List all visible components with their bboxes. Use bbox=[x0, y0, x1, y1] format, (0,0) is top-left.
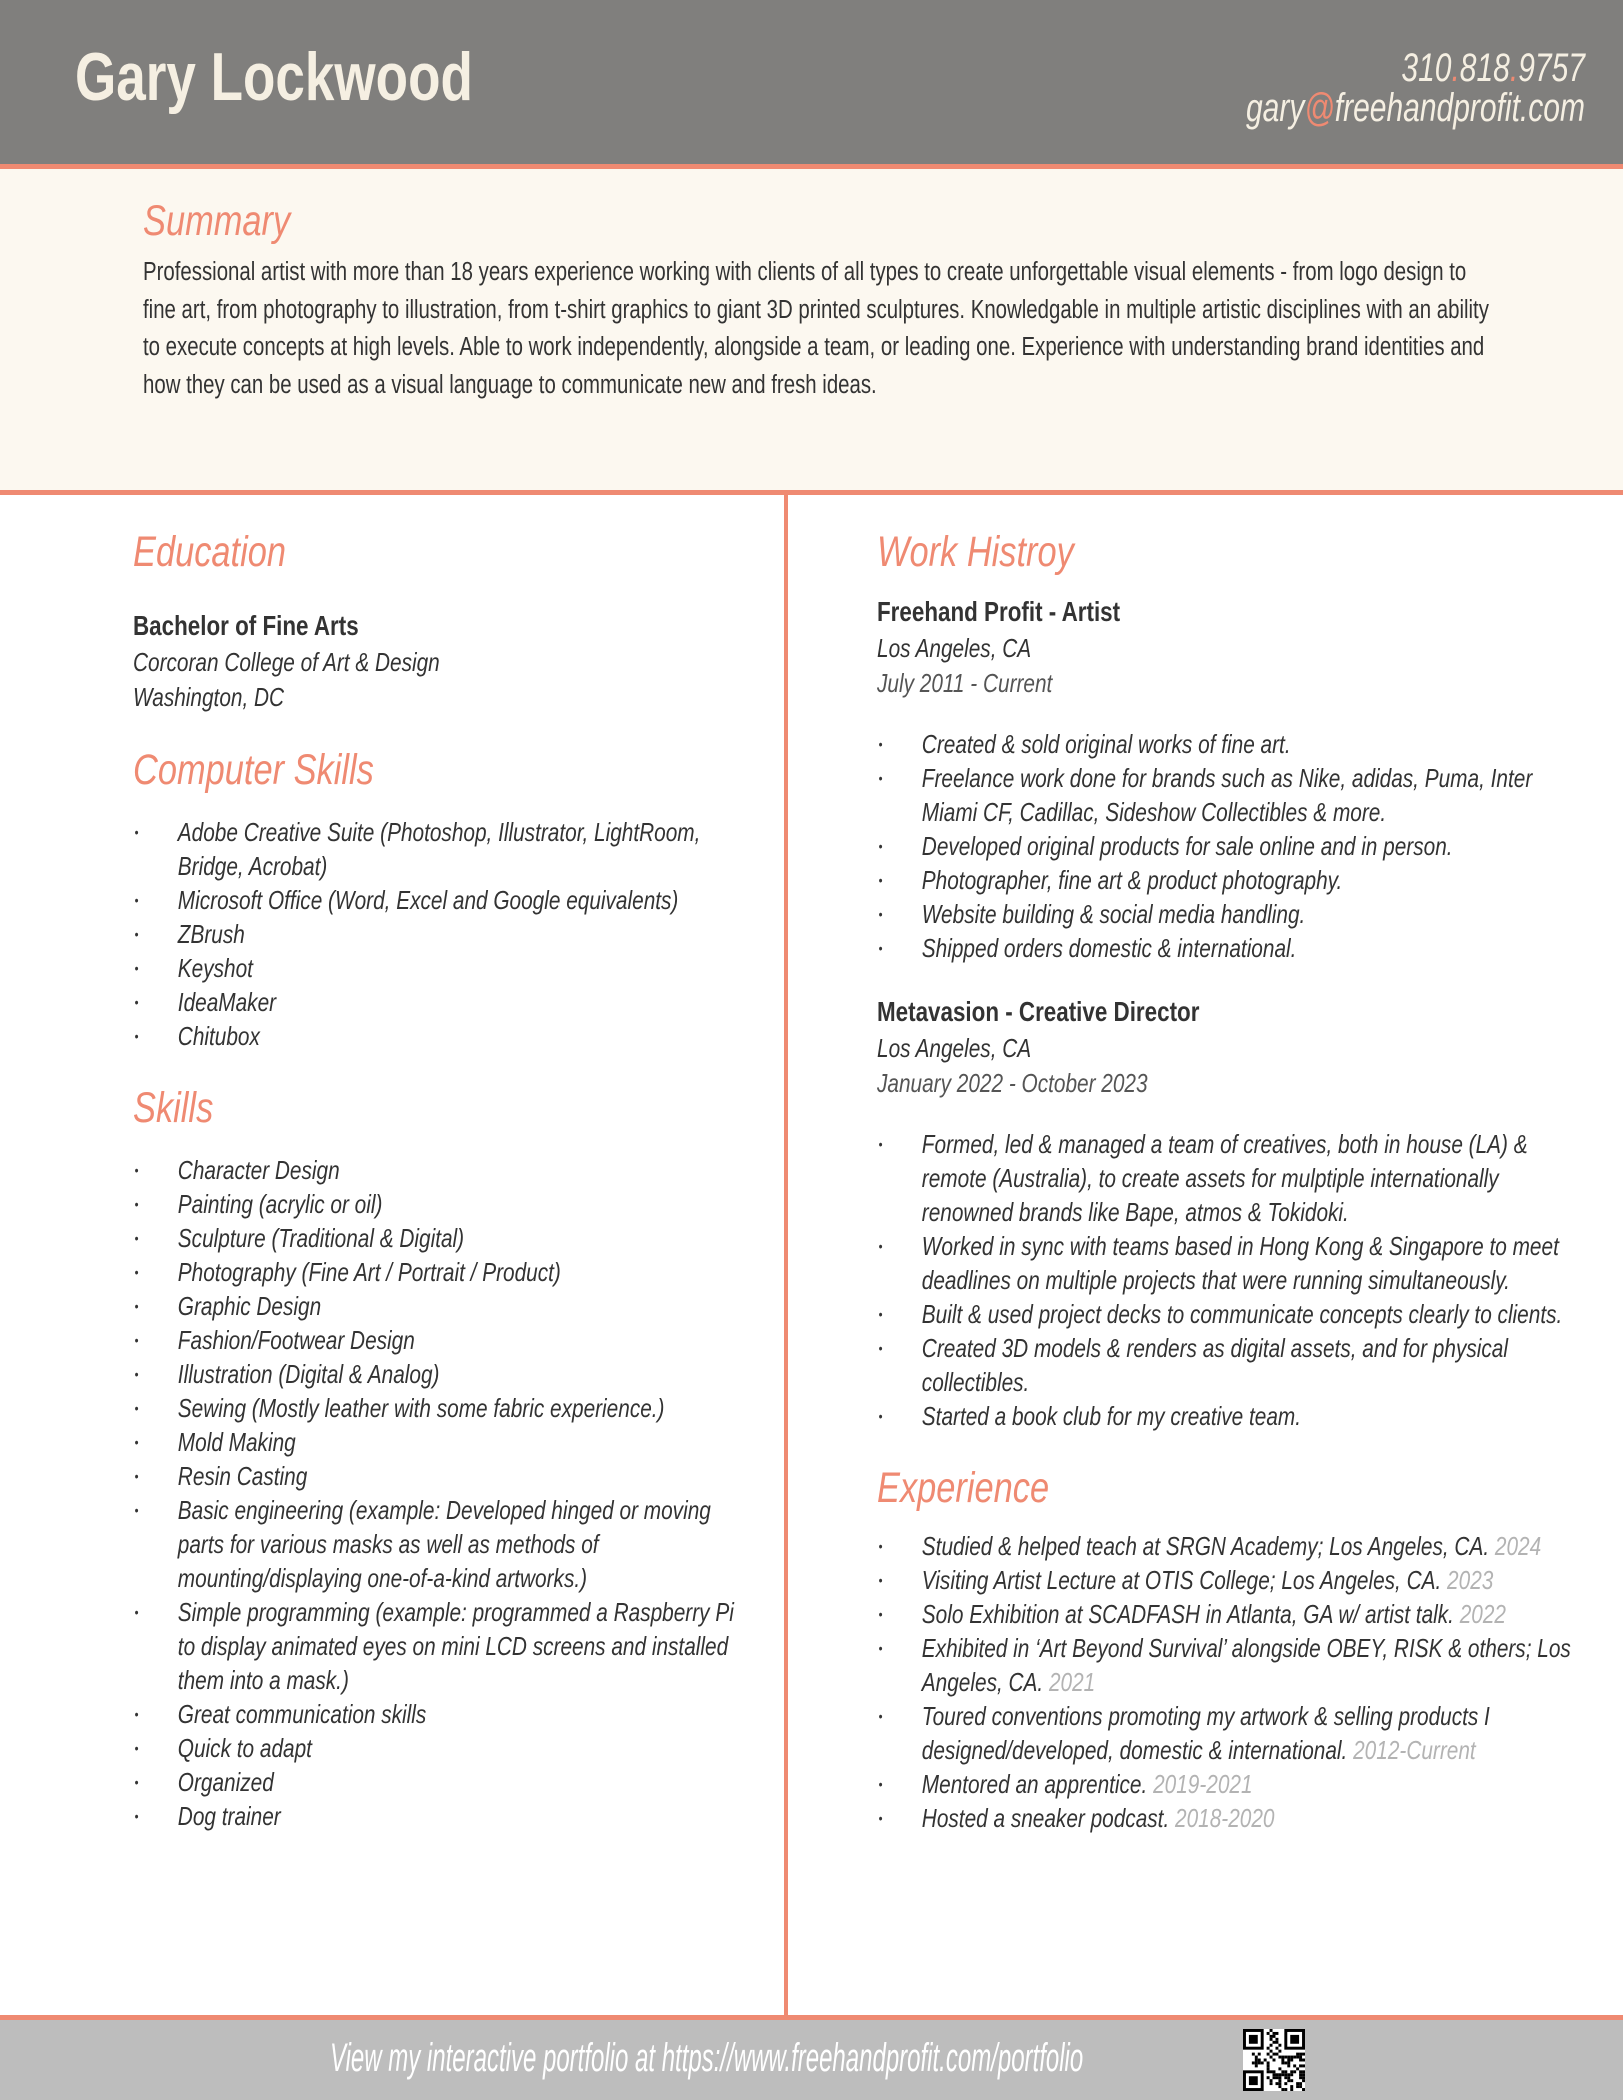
skill-item-text: Mold Making bbox=[177, 1427, 296, 1457]
divider bbox=[0, 490, 1623, 495]
computer-skills-list bbox=[133, 815, 753, 1053]
skill-item-text: Character Design bbox=[177, 1155, 340, 1185]
skill-item-text: Great communication skills bbox=[177, 1699, 427, 1729]
skills-heading: Skills bbox=[133, 1084, 214, 1132]
skill-item-text: Painting (acrylic or oil) bbox=[177, 1189, 383, 1219]
job-bullet bbox=[877, 1399, 1581, 1433]
skill-item-text: Organized bbox=[177, 1767, 274, 1797]
experience bbox=[877, 1463, 1581, 1835]
year: 2021 bbox=[1043, 1667, 1096, 1697]
year: 2019-2021 bbox=[1147, 1769, 1253, 1799]
job-bullet bbox=[877, 761, 1581, 829]
skill-item bbox=[133, 1459, 753, 1493]
computer-skill-item bbox=[133, 951, 753, 985]
job-bullet bbox=[877, 931, 1581, 965]
job-bullet-text: Worked in sync with teams based in Hong Kong & Singapore to meet deadlines on multiple projects that were running simultaneously. bbox=[921, 1231, 1559, 1295]
work-history-heading: Work Histroy bbox=[877, 528, 1074, 576]
computer-skill-item bbox=[133, 985, 753, 1019]
skill-item bbox=[133, 1323, 753, 1357]
job-bullet-text: Developed original products for sale online and in person. bbox=[921, 831, 1453, 861]
skill-item bbox=[133, 1289, 753, 1323]
job-bullet-text: Shipped orders domestic & international. bbox=[921, 933, 1297, 963]
job-bullet bbox=[877, 1297, 1581, 1331]
right-column bbox=[877, 527, 1581, 1835]
computer-skill-item bbox=[133, 1019, 753, 1053]
year: 2023 bbox=[1441, 1565, 1494, 1595]
computer-skill-item-text: Chitubox bbox=[177, 1021, 260, 1051]
experience-item bbox=[877, 1529, 1581, 1563]
qr-code-icon[interactable] bbox=[1243, 2029, 1305, 2091]
skill-item bbox=[133, 1697, 753, 1731]
job-bullet-text: Freelance work done for brands such as Nike, adidas, Puma, Inter Miami CF, Cadillac, Sideshow Collectibles & more. bbox=[921, 763, 1533, 827]
computer-skill-item-text: Keyshot bbox=[177, 953, 253, 983]
year: 2024 bbox=[1489, 1531, 1542, 1561]
skills-list bbox=[133, 1153, 753, 1833]
skill-item-text: Photography (Fine Art / Portrait / Product) bbox=[177, 1257, 561, 1287]
skill-item-text: Graphic Design bbox=[177, 1291, 322, 1321]
job-location: Los Angeles, CA bbox=[877, 633, 1032, 663]
skill-item-text: Sculpture (Traditional & Digital) bbox=[177, 1223, 465, 1253]
education-heading: Education bbox=[133, 528, 287, 576]
job-bullet-text: Created 3D models & renders as digital assets, and for physical collectibles. bbox=[921, 1333, 1508, 1397]
skill-item bbox=[133, 1425, 753, 1459]
skill-item bbox=[133, 1153, 753, 1187]
job-bullet-text: Photographer, fine art & product photography. bbox=[921, 865, 1343, 895]
experience-item bbox=[877, 1631, 1581, 1699]
experience-item bbox=[877, 1597, 1581, 1631]
skill-item bbox=[133, 1255, 753, 1289]
job-bullets bbox=[877, 1127, 1581, 1433]
skills bbox=[133, 1083, 753, 1833]
skill-item bbox=[133, 1595, 753, 1697]
job-dates: January 2022 - October 2023 bbox=[877, 1068, 1148, 1098]
job-bullet bbox=[877, 1127, 1581, 1229]
column-divider bbox=[784, 492, 788, 2016]
skill-item bbox=[133, 1765, 753, 1799]
experience-item-text: Visiting Artist Lecture at OTIS College; Los Angeles, CA. bbox=[921, 1565, 1442, 1595]
skill-item bbox=[133, 1221, 753, 1255]
experience-item-text: Solo Exhibition at SCADFASH in Atlanta, GA w/ artist talk. bbox=[921, 1599, 1454, 1629]
computer-skill-item-text: Microsoft Office (Word, Excel and Google equivalents) bbox=[177, 885, 679, 915]
computer-skill-item bbox=[133, 815, 753, 883]
experience-item-text: Mentored an apprentice. bbox=[921, 1769, 1148, 1799]
skill-item bbox=[133, 1799, 753, 1833]
skill-item-text: Dog trainer bbox=[177, 1801, 281, 1831]
job-title: Metavasion - Creative Director bbox=[877, 996, 1200, 1027]
experience-heading: Experience bbox=[877, 1464, 1050, 1512]
year: 2018-2020 bbox=[1169, 1803, 1275, 1833]
experience-item-text: Studied & helped teach at SRGN Academy; Los Angeles, CA. bbox=[921, 1531, 1490, 1561]
skill-item-text: Illustration (Digital & Analog) bbox=[177, 1359, 440, 1389]
experience-item-text: Hosted a sneaker podcast. bbox=[921, 1803, 1170, 1833]
job-bullet bbox=[877, 1331, 1581, 1399]
job-title: Freehand Profit - Artist bbox=[877, 596, 1121, 627]
job-bullet-text: Formed, led & managed a team of creatives, both in house (LA) & remote (Australia), to create assets for mulptiple internationally renowned brands like Bape, atmos & Tokidoki. bbox=[921, 1129, 1528, 1227]
experience-list bbox=[877, 1529, 1581, 1835]
degree: Bachelor of Fine Arts bbox=[133, 610, 359, 641]
year: 2012-Current bbox=[1347, 1735, 1476, 1765]
experience-item-text: Toured conventions promoting my artwork & selling products I designed/developed, domestic & international. bbox=[921, 1701, 1490, 1765]
skill-item-text: Simple programming (example: programmed a Raspberry Pi to display animated eyes on mini LCD screens and installed them into a mask.) bbox=[177, 1597, 734, 1695]
skill-item-text: Quick to adapt bbox=[177, 1733, 312, 1763]
portfolio-link[interactable]: View my interactive portfolio at https://www.freehandprofit.com/portfolio bbox=[330, 2036, 1084, 2080]
experience-item bbox=[877, 1563, 1581, 1597]
phone: 310.818.9757 bbox=[1401, 46, 1585, 90]
job-bullets bbox=[877, 727, 1581, 965]
school: Corcoran College of Art & Design bbox=[133, 647, 440, 677]
job bbox=[877, 593, 1581, 965]
summary-heading: Summary bbox=[143, 197, 291, 245]
job-bullet-text: Started a book club for my creative team. bbox=[921, 1401, 1301, 1431]
skill-item bbox=[133, 1187, 753, 1221]
experience-item bbox=[877, 1767, 1581, 1801]
skill-item bbox=[133, 1731, 753, 1765]
job-bullet bbox=[877, 1229, 1581, 1297]
skill-item bbox=[133, 1357, 753, 1391]
job-location: Los Angeles, CA bbox=[877, 1033, 1032, 1063]
skill-item-text: Basic engineering (example: Developed hinged or moving parts for various masks as well as methods of mounting/displaying one-of-a-kind artworks.) bbox=[177, 1495, 711, 1593]
skill-item bbox=[133, 1391, 753, 1425]
job-dates: July 2011 - Current bbox=[877, 668, 1053, 698]
computer-skill-item bbox=[133, 917, 753, 951]
job-bullet bbox=[877, 897, 1581, 931]
job-bullet bbox=[877, 829, 1581, 863]
experience-item bbox=[877, 1699, 1581, 1767]
contact-info bbox=[1246, 48, 1585, 128]
summary-text: Professional artist with more than 18 years experience working with clients of all types to create unforgettable visual elements - from logo design to fine art, from photography to illustration, from t-shirt graphics to giant 3D printed sculptures. Knowledgable in multiple artistic disciplines with an ability to execute concepts at high levels. Able to work independently, alongside a team, or leading one. Experience with understanding brand identities and how they can be used as a visual language to communicate new and fresh ideas. bbox=[143, 258, 1489, 399]
experience-item bbox=[877, 1801, 1581, 1835]
school-location: Washington, DC bbox=[133, 682, 285, 712]
education bbox=[133, 527, 753, 715]
computer-skill-item-text: Adobe Creative Suite (Photoshop, Illustrator, LightRoom, Bridge, Acrobat) bbox=[177, 817, 701, 881]
left-column bbox=[133, 527, 753, 1833]
computer-skills-heading: Computer Skills bbox=[133, 746, 374, 794]
job-bullet-text: Built & used project decks to communicate concepts clearly to clients. bbox=[921, 1299, 1563, 1329]
experience-item-text: Exhibited in ‘Art Beyond Survival’ alongside OBEY, RISK & others; Los Angeles, CA. bbox=[921, 1633, 1571, 1697]
job-bullet-text: Created & sold original works of fine art. bbox=[921, 729, 1291, 759]
year: 2022 bbox=[1453, 1599, 1507, 1629]
computer-skills bbox=[133, 745, 753, 1053]
skill-item-text: Sewing (Mostly leather with some fabric experience.) bbox=[177, 1393, 665, 1423]
computer-skill-item-text: IdeaMaker bbox=[177, 987, 277, 1017]
computer-skill-item-text: ZBrush bbox=[177, 919, 245, 949]
computer-skill-item bbox=[133, 883, 753, 917]
job-bullet bbox=[877, 863, 1581, 897]
candidate-name: Gary Lockwood bbox=[75, 39, 473, 115]
summary bbox=[143, 196, 1495, 404]
work-history bbox=[877, 527, 1581, 1433]
job-bullet-text: Website building & social media handling. bbox=[921, 899, 1306, 929]
email-link[interactable]: gary@freehandprofit.com bbox=[1246, 86, 1585, 130]
skill-item bbox=[133, 1493, 753, 1595]
job-bullet bbox=[877, 727, 1581, 761]
job bbox=[877, 993, 1581, 1433]
skill-item-text: Resin Casting bbox=[177, 1461, 308, 1491]
skill-item-text: Fashion/Footwear Design bbox=[177, 1325, 415, 1355]
